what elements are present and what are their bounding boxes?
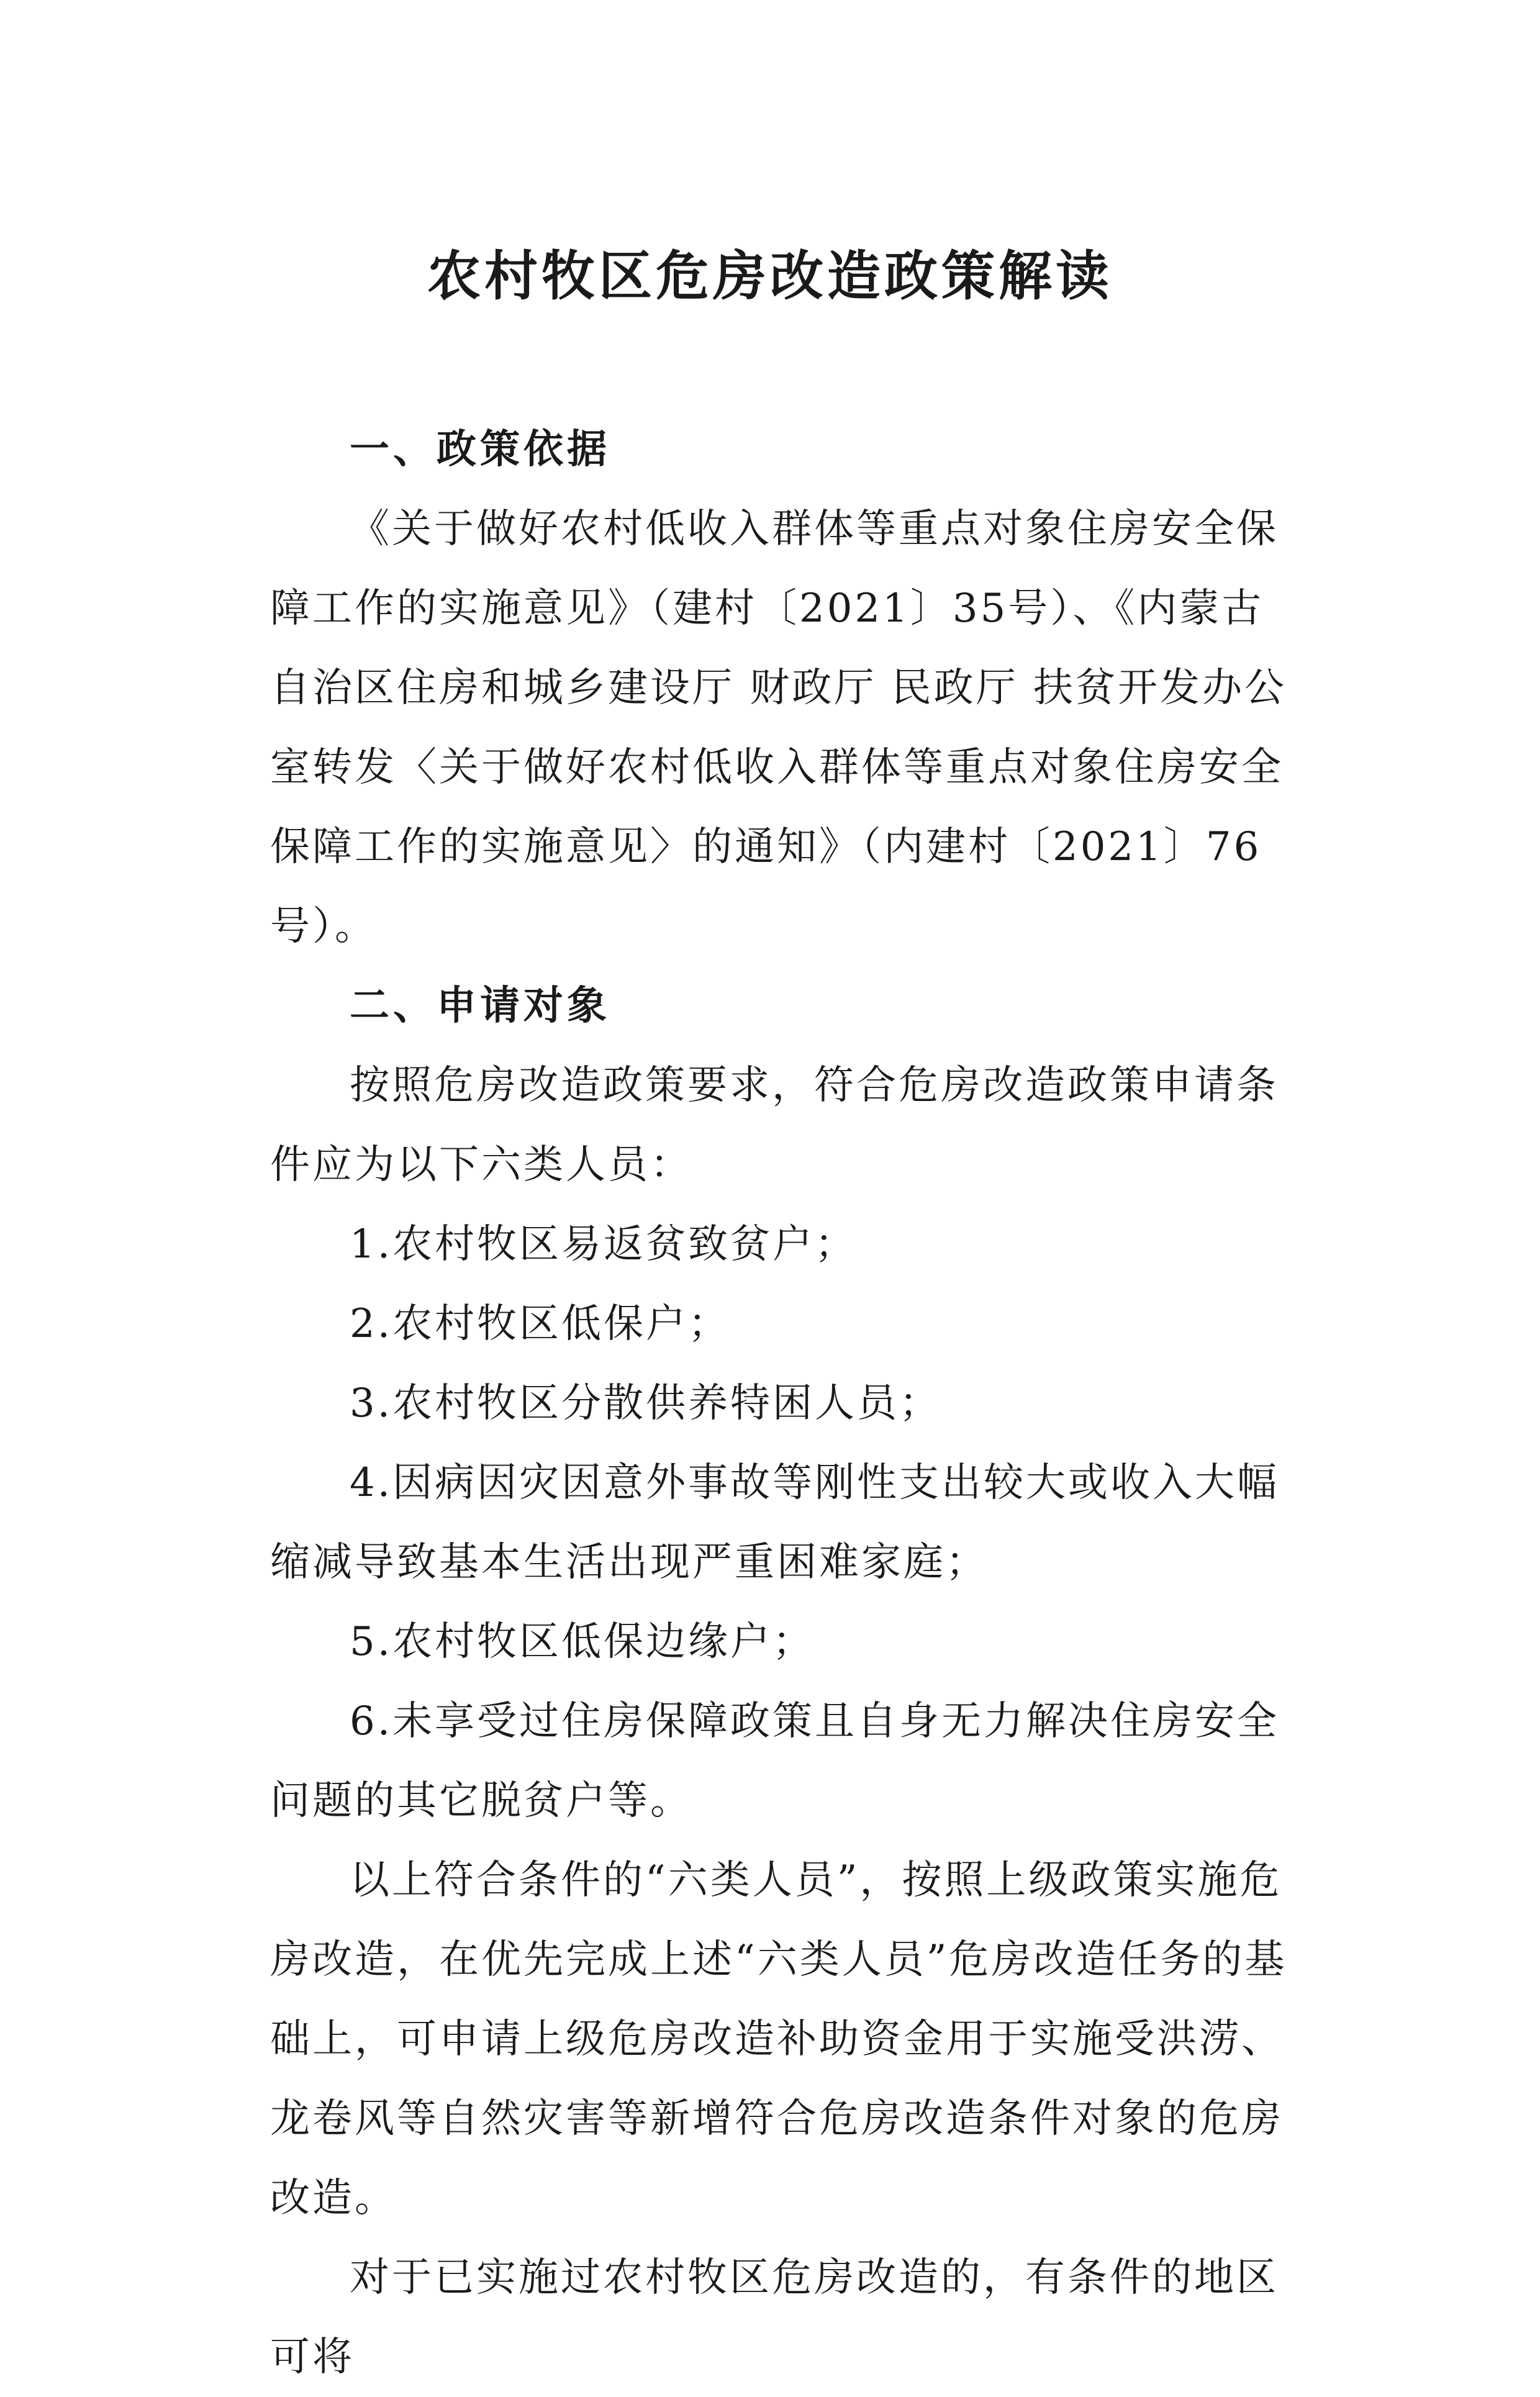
applicant-list-item: 3.农村牧区分散供养特困人员； (350, 1380, 942, 1426)
section-heading-applicants: 二、申请对象 (350, 983, 610, 1029)
section-heading-policy-basis: 一、政策依据 (350, 427, 610, 473)
applicants-intro-paragraph: 按照危房改造政策要求，符合危房改造政策申请条件应为以下六类人员： (270, 1063, 1279, 1188)
six-categories-paragraph: 以上符合条件的“六类人员”，按照上级政策实施危房改造，在优先完成上述“六类人员”危房改造任务的基础上，可申请上级危房改造补助资金用于实施受洪涝、龙卷风等自然灾害等新增符合危房改造条件对象的危房改造。 (270, 1857, 1287, 2221)
applicant-list-item: 5.农村牧区低保边缘户； (350, 1619, 815, 1665)
document-body (270, 410, 1301, 2397)
applicant-list-item: 6.未享受过住房保障政策且自身无力解决住房安全问题的其它脱贫户等。 (270, 1698, 1280, 1824)
continuation-paragraph: 对于已实施过农村牧区危房改造的，有条件的地区可将 (270, 2255, 1279, 2380)
applicant-list-item: 2.农村牧区低保户； (350, 1301, 731, 1347)
applicant-list-item: 4.因病因灾因意外事故等刚性支出较大或收入大幅缩减导致基本生活出现严重困难家庭； (270, 1460, 1280, 1585)
document-title: 农村牧区危房改造政策解读 (427, 245, 1113, 307)
applicant-list-item: 1.农村牧区易返贫致贫户； (350, 1221, 858, 1267)
policy-basis-paragraph: 《关于做好农村低收入群体等重点对象住房安全保障工作的实施意见》（建村〔2021〕35号）、《内蒙古自治区住房和城乡建设厅 财政厅 民政厅 扶贫开发办公室转发〈关于做好农村低收入群体等重点对象住房安全保障工作的实施意见〉的通知》（内建村〔2021〕76号）。 (270, 506, 1287, 949)
